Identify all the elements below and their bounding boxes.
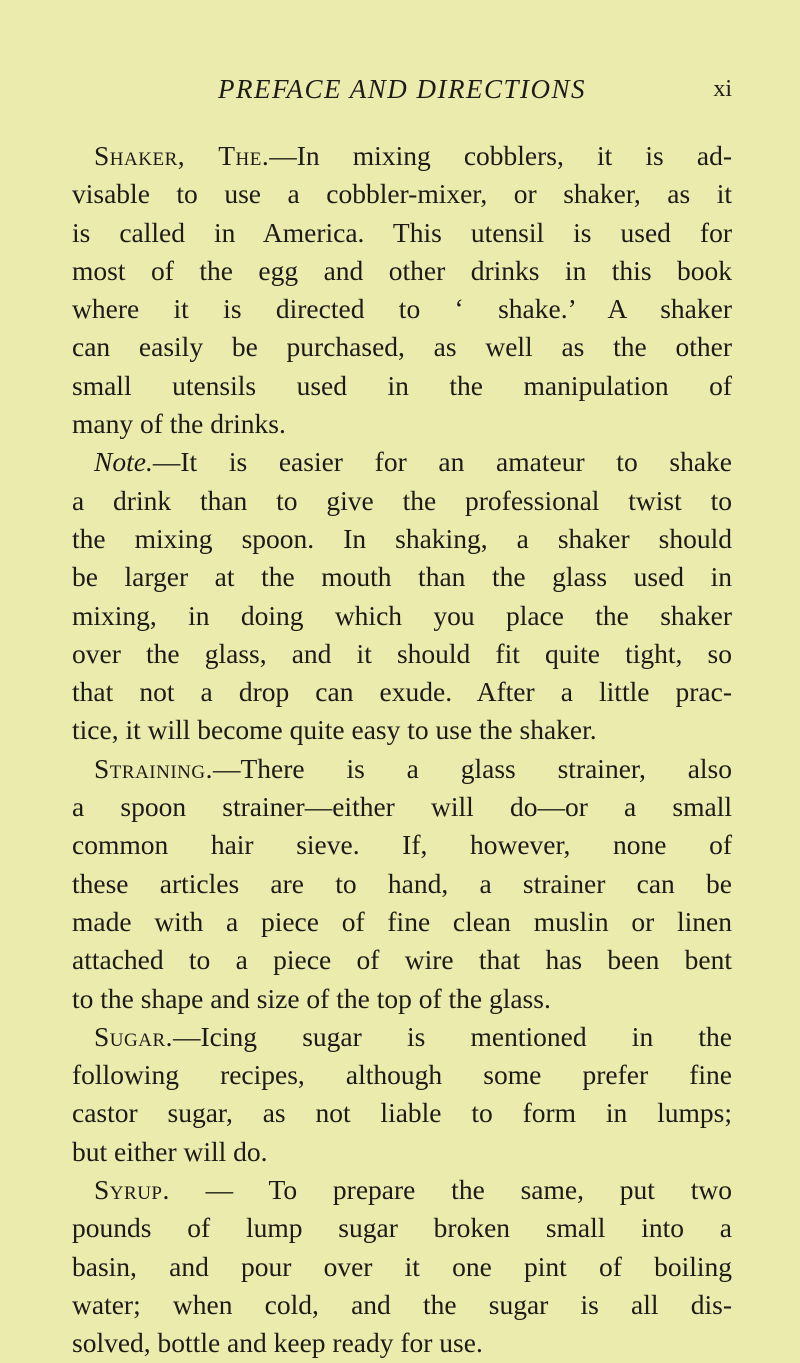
straining-line-5: made with a piece of fine clean muslin or linen — [72, 905, 732, 937]
entry-term-syrup: Syrup. — [94, 1174, 170, 1206]
straining-line-2: a spoon strainer—either will do—or a small — [72, 791, 732, 823]
entry-term-note: Note. — [94, 446, 153, 478]
note-line-2: a drink than to give the professional twist to — [72, 484, 732, 516]
shaker-line-8: many of the drinks. — [72, 408, 286, 440]
sugar-line-4: but either will do. — [72, 1135, 268, 1167]
syrup-line-5: solved, bottle and keep ready for use. — [72, 1327, 483, 1359]
body-text — [72, 137, 732, 1363]
note-line-6: over the glass, and it should fit quite tight, so — [72, 637, 732, 669]
note-line-1: Note.—It is easier for an amateur to shake — [94, 446, 732, 478]
shaker-line-7: small utensils used in the manipulation of — [72, 369, 732, 401]
straining-line-7: to the shape and size of the top of the glass. — [72, 982, 551, 1014]
shaker-line-5: where it is directed to ‘ shake.’ A shaker — [72, 293, 732, 325]
note-line-5: mixing, in doing which you place the shaker — [72, 599, 732, 631]
entry-term-sugar: Sugar. — [94, 1020, 174, 1052]
shaker-line-1: Shaker, The.—In mixing cobblers, it is ad- — [94, 140, 732, 171]
straining-line-1: Straining.—There is a glass strainer, also — [94, 752, 732, 784]
sugar-line-1: Sugar.—Icing sugar is mentioned in the — [94, 1020, 732, 1052]
sugar-line-3: castor sugar, as not liable to form in lumps; — [72, 1097, 732, 1129]
syrup-line-4: water; when cold, and the sugar is all dis- — [72, 1288, 732, 1320]
running-head — [72, 74, 732, 114]
note-line-7: that not a drop can exude. After a little prac- — [72, 676, 732, 708]
straining-line-4: these articles are to hand, a strainer can be — [72, 867, 732, 899]
shaker-line-4: most of the egg and other drinks in this book — [72, 254, 732, 286]
straining-line-6: attached to a piece of wire that has been bent — [72, 944, 732, 976]
note-line-4: be larger at the mouth than the glass used in — [72, 561, 732, 593]
running-title: PREFACE AND DIRECTIONS — [218, 74, 586, 104]
straining-line-3: common hair sieve. If, however, none of — [72, 829, 732, 861]
syrup-line-1: Syrup. — To prepare the same, put two — [94, 1174, 732, 1206]
shaker-line-2: visable to use a cobbler-mixer, or shaker, as it — [72, 178, 732, 210]
syrup-line-2: pounds of lump sugar broken small into a — [72, 1212, 732, 1244]
shaker-line-6: can easily be purchased, as well as the other — [72, 331, 732, 363]
syrup-line-3: basin, and pour over it one pint of boiling — [72, 1250, 732, 1282]
shaker-line-3: is called in America. This utensil is used for — [72, 216, 732, 248]
note-line-8: tice, it will become quite easy to use the shaker. — [72, 714, 597, 746]
note-line-3: the mixing spoon. In shaking, a shaker should — [72, 522, 732, 554]
entry-term-shaker: Shaker, The. — [94, 140, 270, 171]
sugar-line-2: following recipes, although some prefer fine — [72, 1059, 732, 1091]
entry-term-straining: Straining. — [94, 752, 213, 784]
page-number: xi — [713, 76, 732, 102]
